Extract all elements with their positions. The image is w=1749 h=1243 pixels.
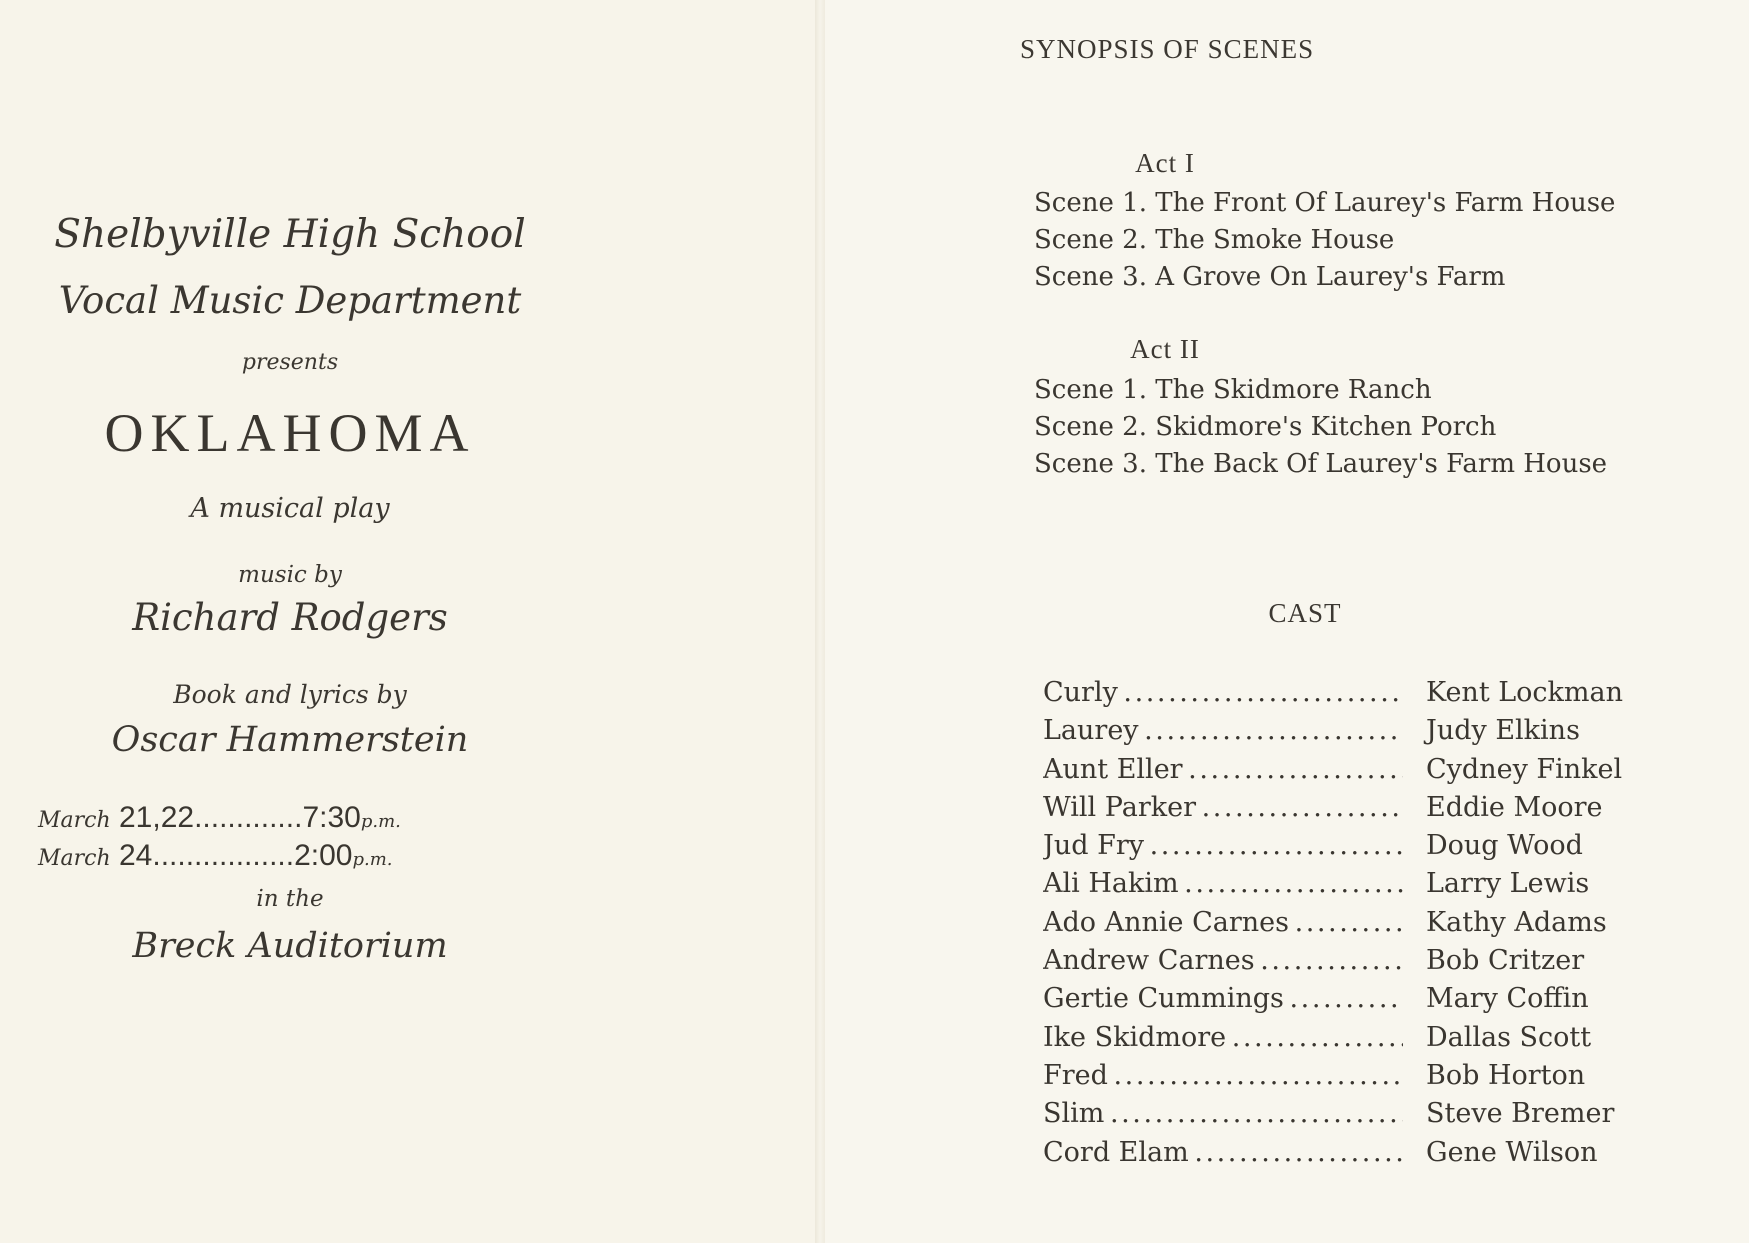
showing-row	[38, 838, 538, 874]
music-by-label: music by	[238, 562, 342, 588]
cast-actor: Gene Wilson	[1426, 1136, 1598, 1168]
school-name: Shelbyville High School	[54, 212, 526, 257]
scene-item: Scene 1. The Skidmore Ranch	[1034, 375, 1432, 405]
lyricist-name: Oscar Hammerstein	[111, 720, 469, 760]
cast-row	[1043, 674, 1643, 712]
scene-item: Scene 3. The Back Of Laurey's Farm House	[1034, 449, 1608, 479]
cast-role: Ike Skidmore . . .	[1043, 1019, 1403, 1057]
cast-role: Ado Annie Carnes . . .	[1043, 904, 1403, 942]
cast-row	[1043, 1095, 1643, 1133]
showing-time: 7:30	[302, 801, 361, 834]
cast-role: Slim . . .	[1043, 1095, 1403, 1133]
cast-actor: Steve Bremer	[1426, 1098, 1615, 1130]
cast-role: Laurey . . .	[1043, 712, 1403, 750]
cast-actor: Larry Lewis	[1426, 868, 1590, 900]
presents-text: presents	[241, 350, 339, 375]
showing-month: March	[38, 846, 111, 871]
cast-list	[1043, 674, 1643, 1172]
cast-actor: Bob Critzer	[1426, 945, 1585, 977]
showing-days: 21,22	[119, 801, 195, 834]
cast-role: Andrew Carnes . . .	[1043, 942, 1403, 980]
cast-row	[1043, 1134, 1643, 1172]
cast-row	[1043, 904, 1643, 942]
scene-item: Scene 2. Skidmore's Kitchen Porch	[1034, 412, 1497, 442]
cast-title: CAST	[1268, 598, 1342, 628]
page-fold	[815, 0, 825, 1243]
cast-actor: Kent Lockman	[1426, 677, 1624, 708]
book-by-label: Book and lyrics by	[173, 680, 407, 709]
cast-row	[1043, 827, 1643, 865]
cast-row	[1043, 712, 1643, 750]
scene-item: Scene 1. The Front Of Laurey's Farm House	[1034, 188, 1616, 218]
scene-item: Scene 2. The Smoke House	[1034, 225, 1395, 255]
showing-row	[38, 800, 538, 836]
cast-role: Jud Fry . . .	[1043, 827, 1403, 865]
scene-list	[1034, 372, 1734, 483]
showing-month: March	[38, 808, 111, 833]
act-title: Act I	[1135, 148, 1195, 178]
venue-name: Breck Auditorium	[132, 926, 448, 966]
cast-role: Ali Hakim . . .	[1043, 865, 1403, 903]
cast-row	[1043, 942, 1643, 980]
showing-time-unit: p.m.	[352, 849, 393, 870]
department-name: Vocal Music Department	[58, 279, 522, 322]
cast-actor: Doug Wood	[1426, 830, 1583, 862]
cast-actor: Kathy Adams	[1426, 906, 1607, 938]
cast-role: Will Parker . . .	[1043, 789, 1403, 827]
showing-leader: .............	[194, 801, 303, 834]
cast-row	[1043, 789, 1643, 827]
scene-list	[1034, 185, 1734, 296]
cast-row	[1043, 1019, 1643, 1057]
showing-time: 2:00	[294, 839, 353, 872]
cast-actor: Cydney Finkel	[1426, 753, 1623, 785]
cast-role: Cord Elam . . .	[1043, 1134, 1403, 1172]
cast-actor: Judy Elkins	[1426, 715, 1580, 747]
cast-role: Fred . . .	[1043, 1057, 1403, 1095]
showing-time-unit: p.m.	[360, 811, 401, 832]
cast-actor: Mary Coffin	[1426, 983, 1589, 1015]
cast-actor: Bob Horton	[1426, 1059, 1586, 1091]
showing-days: 24	[119, 839, 153, 872]
scene-item: Scene 3. A Grove On Laurey's Farm	[1034, 262, 1506, 292]
act-title: Act II	[1130, 334, 1200, 364]
cast-actor: Eddie Moore	[1426, 791, 1603, 823]
venue-prefix: in the	[256, 886, 324, 912]
composer-name: Richard Rodgers	[132, 596, 448, 639]
showing-leader: .................	[152, 839, 295, 872]
cast-row	[1043, 751, 1643, 789]
cast-row	[1043, 865, 1643, 903]
cast-actor: Dallas Scott	[1426, 1021, 1592, 1053]
synopsis-title: SYNOPSIS OF SCENES	[1020, 34, 1315, 64]
play-title: OKLAHOMA	[104, 403, 476, 463]
play-subtitle: A musical play	[190, 493, 390, 524]
cast-row	[1043, 1057, 1643, 1095]
cast-row	[1043, 980, 1643, 1018]
cast-role: Gertie Cummings . . .	[1043, 980, 1403, 1018]
cast-role: Aunt Eller . . .	[1043, 751, 1403, 789]
cast-role: Curly . . .	[1043, 674, 1403, 712]
